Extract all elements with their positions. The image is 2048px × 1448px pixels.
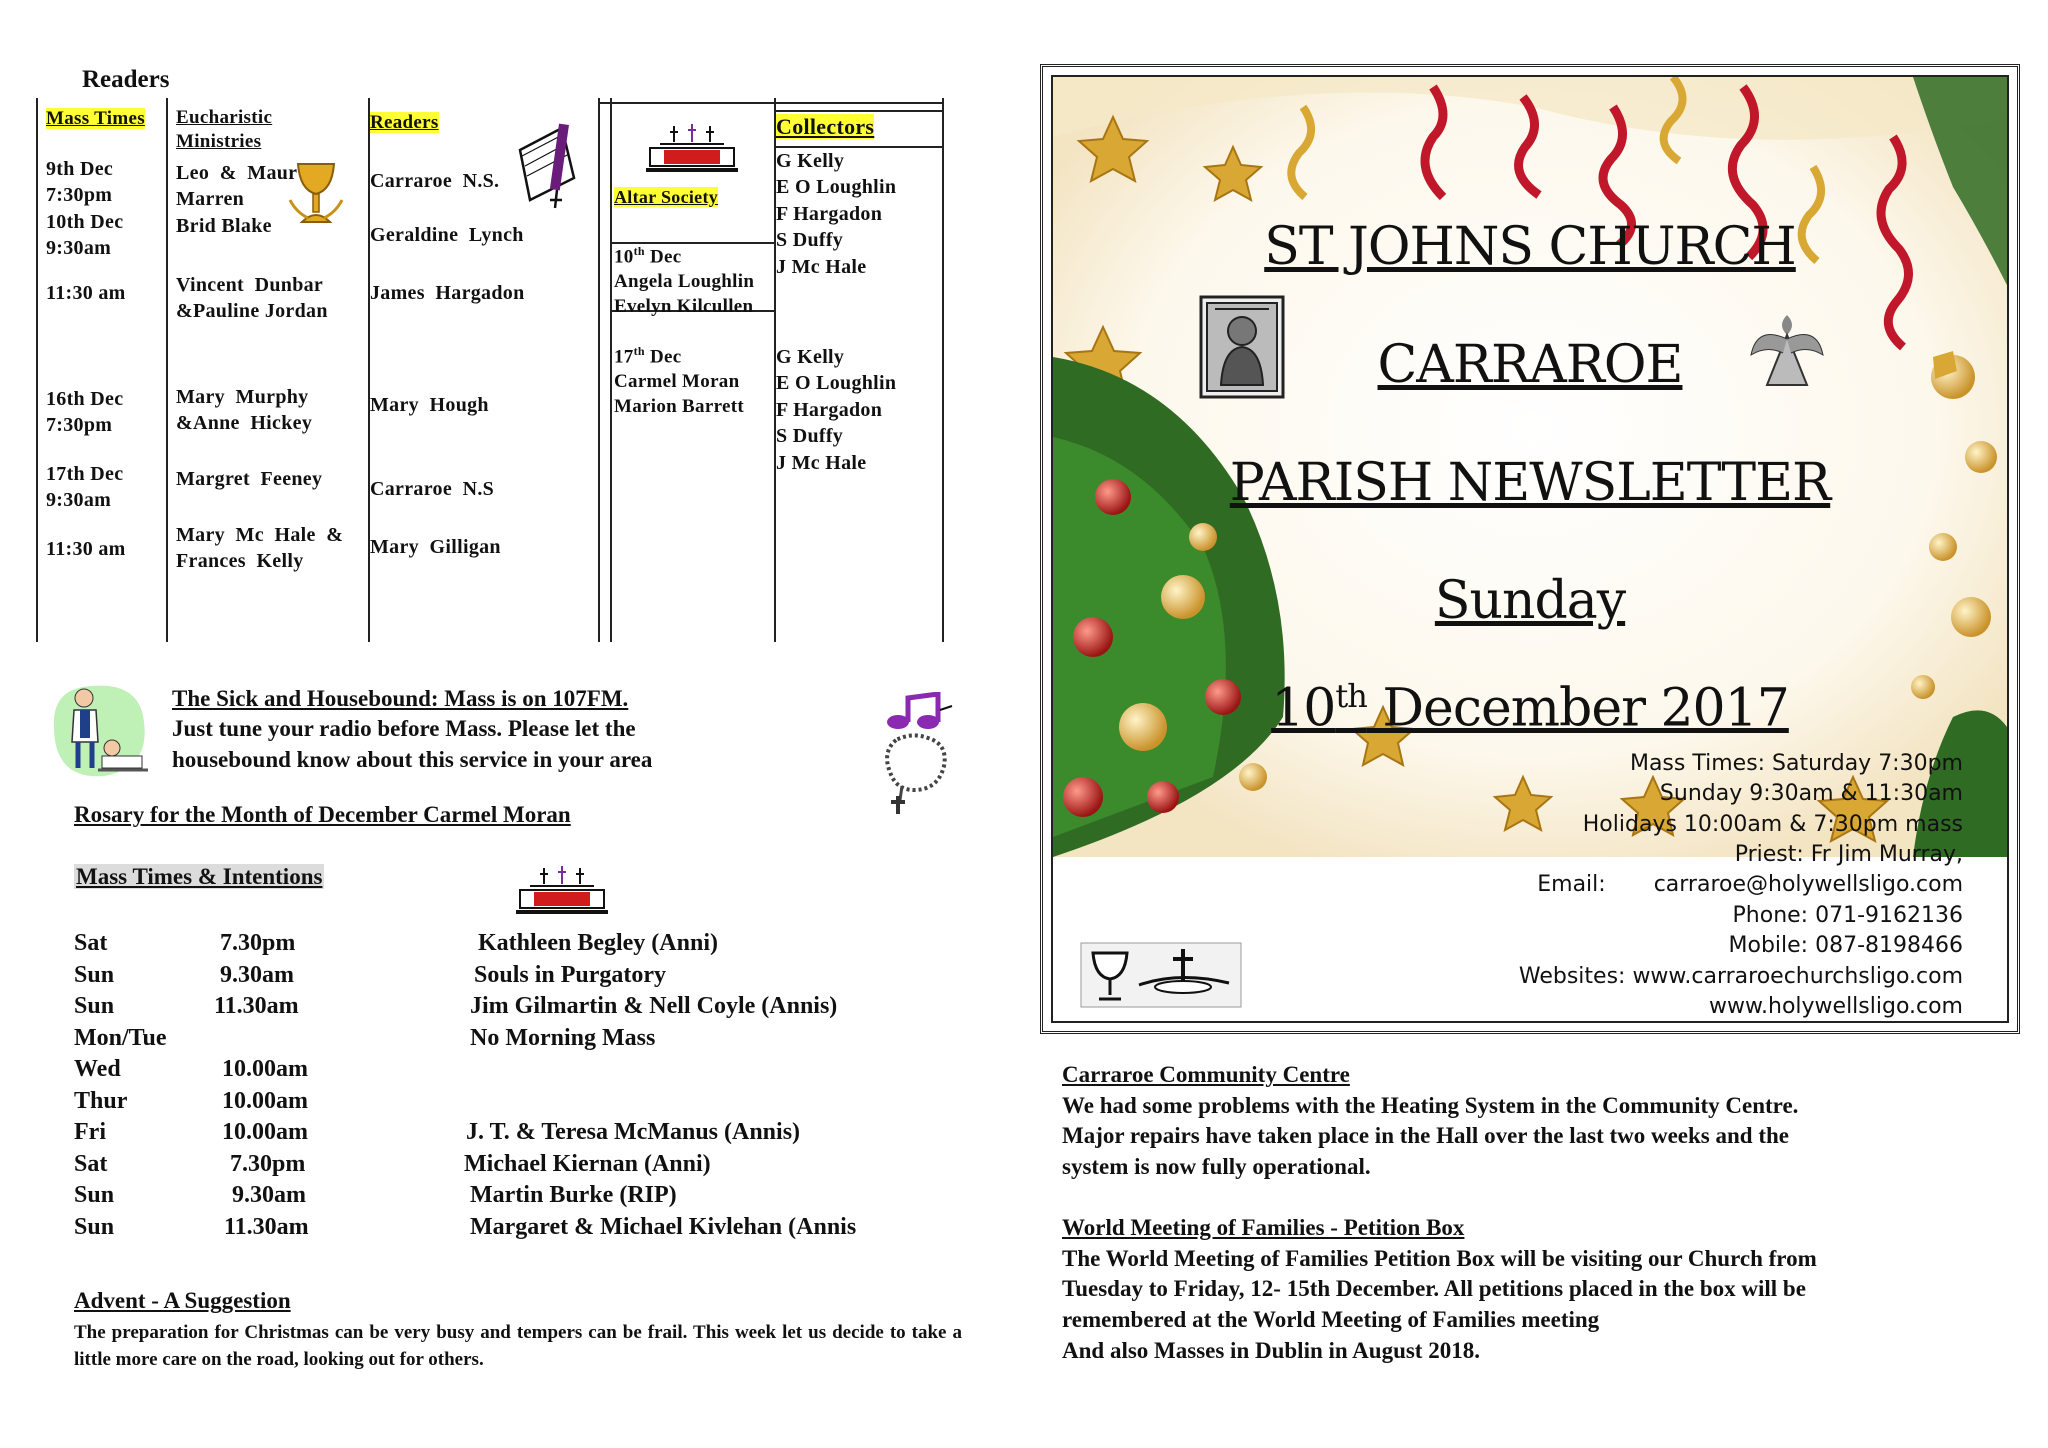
rosary-icon <box>876 730 958 816</box>
petition-line: Tuesday to Friday, 12- 15th December. All petitions placed in the box will be <box>1062 1276 1806 1302</box>
website-link[interactable]: Websites: www.carraroechurchsligo.com <box>1518 963 1963 989</box>
mass-time-cell: 11:30 am <box>46 538 126 560</box>
mass-time-cell: 17th Dec 9:30am <box>46 463 124 512</box>
eucharistic-cell: Mary Murphy &Anne Hickey <box>176 386 313 435</box>
sunday-times-line: Sunday 9:30am & 11:30am <box>1659 781 1963 807</box>
title-newsletter: PARISH NEWSLETTER <box>1229 453 1831 513</box>
eucharistic-cell: Mary Mc Hale & Frances Kelly <box>176 524 344 573</box>
petition-heading: World Meeting of Families - Petition Box <box>1062 1215 1465 1241</box>
mass-time-cell: 16th Dec 7:30pm <box>46 388 124 437</box>
eucharistic-cell: Leo & Maur Marren Brid Blake <box>176 162 298 237</box>
eucharistic-cell: Margret Feeney <box>176 468 323 490</box>
collectors-cell: G Kelly E O Loughlin F Hargadon S Duffy J Mc Hale <box>776 150 897 278</box>
collectors-header: Collectors <box>776 114 875 139</box>
priest-line: Priest: Fr Jim Murray, <box>1734 842 1963 868</box>
intention-row: Thur 10.00am <box>74 1087 308 1114</box>
right-page-notices <box>1062 1060 1992 1366</box>
mass-time-cell: 11:30 am <box>46 282 126 304</box>
intention-row: Sun 9.30am Martin Burke (RIP) <box>74 1182 677 1208</box>
title-date: 10th December 2017 <box>1271 677 1789 739</box>
community-heading: Carraroe Community Centre <box>1062 1062 1350 1087</box>
intention-row: Mon/Tue No Morning Mass <box>74 1024 656 1051</box>
reader-cell: Mary Gilligan <box>370 536 501 558</box>
saint-window-icon <box>1199 295 1285 399</box>
advent-body: The preparation for Christmas can be very busy and tempers can be frail. This week let us decide to take a little more care on the road, looking out for others. <box>74 1322 962 1370</box>
readers-header: Readers <box>370 112 439 133</box>
reader-cell: Geraldine Lynch <box>370 224 524 246</box>
contact-details <box>1519 749 1963 1022</box>
altar-icon <box>644 120 740 174</box>
altar-icon-small <box>514 862 610 916</box>
communion-icon <box>1079 941 1243 1009</box>
rosary-heading: Rosary for the Month of December Carmel Moran <box>74 802 571 827</box>
mass-times-line: Mass Times: Saturday 7:30pm <box>1629 751 1963 776</box>
mobile-line: Mobile: 087-8198466 <box>1728 933 1963 959</box>
readers-heading: Readers <box>82 66 170 93</box>
email-link[interactable]: carraroe@holywellsligo.com <box>1653 872 1963 898</box>
title-sunday: Sunday <box>1434 571 1626 631</box>
mass-times-header: Mass Times <box>46 108 145 129</box>
community-line: Major repairs have taken place in the Hall over the last two weeks and the <box>1062 1123 1790 1149</box>
music-note-icon <box>884 692 954 730</box>
petition-line: And also Masses in Dublin in August 2018. <box>1062 1337 1480 1363</box>
mass-time-cell: 9th Dec 7:30pm 10th Dec 9:30am <box>46 158 124 260</box>
eucharistic-cell: Vincent Dunbar &Pauline Jordan <box>176 274 328 323</box>
intention-row: Sat 7.30pm Kathleen Begley (Anni) <box>74 930 718 956</box>
mass-intentions-list <box>74 930 974 1245</box>
sick-line: housebound know about this service in your area <box>172 746 653 772</box>
intention-row: Sun 11.30am Jim Gilmartin & Nell Coyle (Annis) <box>74 993 838 1019</box>
sick-visit-icon <box>44 676 154 786</box>
phone-line: Phone: 071-9162136 <box>1732 902 1963 928</box>
holiday-times-line: Holidays 10:00am & 7:30pm mass <box>1582 811 1963 837</box>
intention-row: Fri 10.00am J. T. & Teresa McManus (Annis) <box>74 1119 801 1145</box>
mass-intentions-heading: Mass Times & Intentions <box>76 864 323 889</box>
roster-table <box>0 98 944 642</box>
email-label: Email: <box>1537 872 1606 898</box>
sick-line: The Sick and Housebound: Mass is on 107FM. <box>172 686 629 711</box>
altar-society-cell: 17th Dec Carmel Moran Marion Barrett <box>614 344 744 418</box>
title-church: ST JOHNS CHURCH <box>1264 217 1796 277</box>
altar-society-cell: 10th Dec Angela Loughlin Evelyn Kilcullen <box>614 244 755 318</box>
website-link-2[interactable]: www.holywellsligo.com <box>1709 993 1963 1019</box>
angel-icon <box>1747 305 1827 389</box>
intention-row: Wed 10.00am <box>74 1056 308 1082</box>
email-line <box>1519 870 1963 900</box>
intention-row: Sat 7.30pm Michael Kiernan (Anni) <box>74 1150 711 1177</box>
petition-line: remembered at the World Meeting of Families meeting <box>1062 1307 1600 1333</box>
petition-line: The World Meeting of Families Petition Box will be visiting our Church from <box>1062 1245 1817 1271</box>
collectors-cell: G Kelly E O Loughlin F Hargadon S Duffy J Mc Hale <box>776 346 897 474</box>
community-line: system is now fully operational. <box>1062 1153 1371 1179</box>
intention-row: Sun 11.30am Margaret & Michael Kivlehan (Annis <box>74 1213 857 1240</box>
newsletter-cover-frame <box>1040 64 2020 1034</box>
title-carraroe: CARRAROE <box>1377 335 1683 395</box>
eucharistic-header: Eucharistic Ministries <box>176 107 273 152</box>
sick-notice <box>172 684 652 775</box>
reader-cell: Carraroe N.S. <box>370 170 500 192</box>
reader-cell: Mary Hough <box>370 394 489 416</box>
sick-line: Just tune your radio before Mass. Please let the <box>172 716 636 742</box>
reader-cell: James Hargadon <box>370 282 525 304</box>
community-line: We had some problems with the Heating System in the Community Centre. <box>1062 1092 1799 1118</box>
bible-icon <box>514 120 580 214</box>
reader-cell: Carraroe N.S <box>370 478 495 500</box>
advent-heading: Advent - A Suggestion <box>74 1288 291 1313</box>
altar-society-header: Altar Society <box>614 187 719 207</box>
intention-row: Sun 9.30am Souls in Purgatory <box>74 961 667 988</box>
